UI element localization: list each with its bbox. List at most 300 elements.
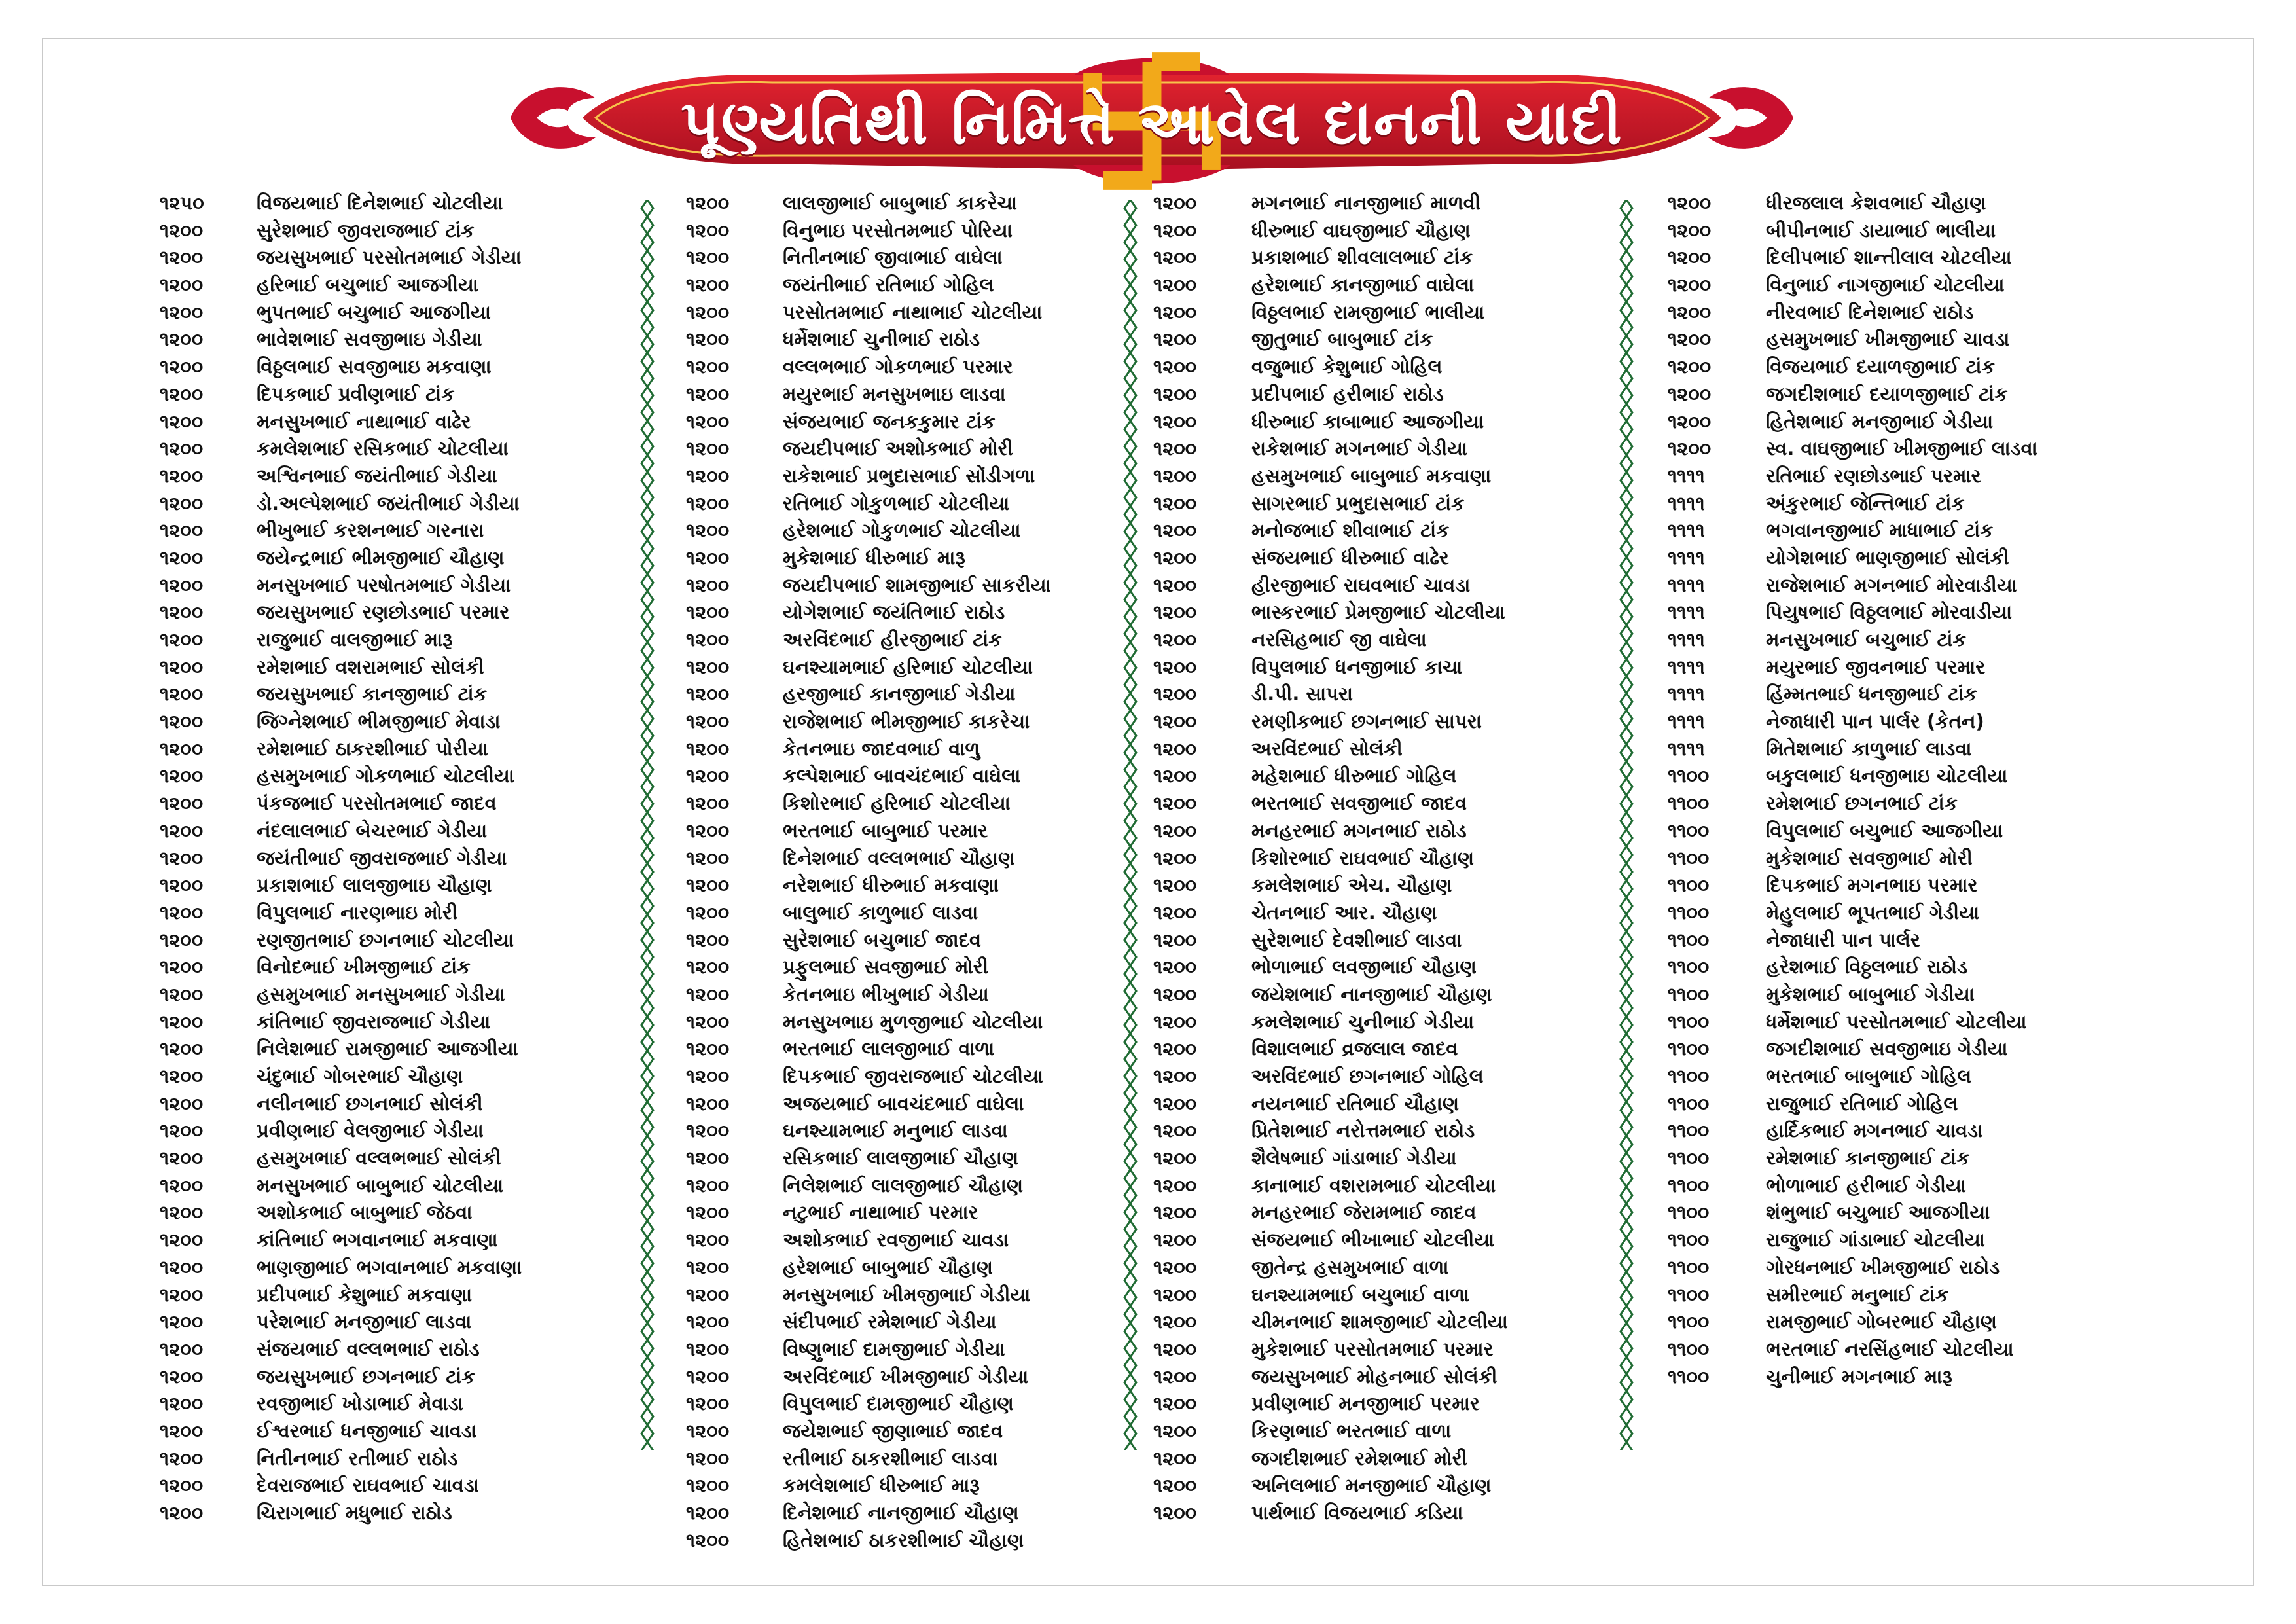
donor-row [686,1227,1051,1254]
donation-amount: ૧૨૦૦ [686,1337,730,1360]
donation-amount: ૧૧૦૦ [1668,901,1710,924]
donor-row [686,435,1051,463]
donor-name: ધીરુભાઈ વાઘજીભાઈ ચૌહાણ [1251,219,1471,242]
donation-amount: ૧૧૧૧ [1668,628,1705,651]
donation-amount: ૧૨૦૦ [1153,1119,1197,1142]
donor-row [1668,490,2037,518]
donation-amount: ૧૨૦૦ [686,519,730,542]
donor-name: નયનભાઈ રતિભાઈ ચૌહાણ [1251,1092,1459,1115]
donor-name: રમણીકભાઈ છગનભાઈ સાપરા [1251,710,1482,733]
donor-row [160,763,522,790]
donation-amount: ૧૨૦૦ [686,1419,730,1442]
divider-pattern [1619,200,1634,1450]
donor-row [1668,299,2037,327]
donation-amount: ૧૨૦૦ [160,928,204,951]
donation-amount: ૧૧૦૦ [1668,928,1710,951]
donor-row [686,1445,1051,1473]
donor-name: હરેશભાઈ ગોકુળભાઈ ચોટલીયા [783,519,1021,542]
donor-row [1153,217,1508,245]
donor-row [686,517,1051,545]
donation-amount: ૧૨૦૦ [1153,1310,1197,1333]
donation-amount: ૧૨૦૦ [686,1229,730,1252]
donation-amount: ૧૧૧૧ [1668,464,1705,487]
donation-amount: ૧૨૦૦ [1153,1147,1197,1170]
donor-name: ભરતભાઈ લાલજીભાઈ વાળા [783,1038,995,1060]
donation-amount: ૧૨૦૦ [1153,246,1197,269]
donor-row [686,326,1051,353]
donor-row [1668,1172,2037,1200]
donation-amount: ૧૨૦૦ [1153,1255,1197,1278]
donation-amount: ૧૨૦૦ [160,846,204,869]
donation-amount: ૧૨૦૦ [1153,300,1197,323]
donation-amount: ૧૧૧૧ [1668,519,1705,542]
donor-row [160,408,522,436]
donor-name: પંકજભાઈ પરસોતમભાઈ જાદવ [257,792,497,815]
donor-name: હરજીભાઈ કાનજીભાઈ ગેડીયા [783,683,1016,706]
donor-name: નંદલાલભાઈ બેચરભાઈ ગેડીયા [257,819,488,842]
donation-amount: ૧૨૦૦ [160,1310,204,1333]
donor-name: વલ્લભભાઈ ગોકળભાઈ પરમાર [783,355,1013,378]
donor-name: ભરતભાઈ નરસિંહભાઈ ચોટલીયા [1766,1337,2014,1360]
donation-amount: ૧૨૦૦ [160,1474,204,1497]
donor-name: કિશોરભાઈ રાઘવભાઈ ચૌહાણ [1251,846,1474,869]
donor-name: સંજયભાઈ ભીખાભાઈ ચોટલીયા [1251,1229,1495,1252]
donation-amount: ૧૨૦૦ [1153,846,1197,869]
donor-name: રાજુભાઈ ગાંડાભાઈ ચોટલીયા [1766,1229,1985,1252]
donor-name: પ્રફુલભાઈ સવજીભાઈ મોરી [783,956,988,979]
donation-amount: ૧૨૦૦ [160,219,204,242]
donor-row [1153,408,1508,436]
donor-row [160,790,522,818]
donation-amount: ૧૨૦૦ [686,683,730,706]
donor-row [160,654,522,681]
donor-name: જયેશભાઈ જીણાભાઈ જાદવ [783,1419,1003,1442]
donor-row [686,1390,1051,1418]
donation-amount: ૧૨૦૦ [160,1392,204,1415]
donor-name: વિજયભાઈ દિનેશભાઈ ચોટલીયા [257,192,503,214]
donor-name: ભરતભાઈ બાબુભાઈ ગોહિલ [1766,1065,1972,1087]
donor-row [160,1036,522,1063]
donation-amount: ૧૨૦૦ [1153,274,1197,297]
donation-amount: ૧૨૦૦ [686,1147,730,1170]
column-divider [1123,200,1138,1450]
donor-name: નિલેશભાઈ લાલજીભાઈ ચૌહાણ [783,1174,1024,1197]
donor-name: પાર્થભાઈ વિજયભાઈ કડિયા [1251,1502,1463,1524]
donation-amount: ૧૧૧૧ [1668,492,1705,514]
donor-row [686,217,1051,245]
donor-name: સંદીપભાઈ રમેશભાઈ ગેડીયા [783,1310,997,1333]
donation-amount: ૧૨૦૦ [686,1174,730,1197]
donor-row [686,818,1051,845]
donor-name: મનસુખભાઈ બચુભાઈ ટાંક [1766,628,1966,651]
donor-name: પ્રવીણભાઈ મનજીભાઈ પરમાર [1251,1392,1480,1415]
donation-amount: ૧૨૦૦ [1153,1502,1197,1524]
donor-row [160,927,522,954]
donor-name: ચેતનભાઈ આર. ચૌહાણ [1251,901,1437,924]
donation-amount: ૧૨૦૦ [160,1201,204,1224]
donation-amount: ૧૨૦૦ [1153,683,1197,706]
donation-amount: ૧૨૦૦ [1153,1038,1197,1060]
donor-row [160,1445,522,1473]
donor-name: સંજયભાઈ વલ્લભભાઈ રાઠોડ [257,1337,480,1360]
donation-amount: ૧૨૦૦ [1153,710,1197,733]
donor-row [1668,818,2037,845]
donor-row [1153,299,1508,327]
donor-name: રમેશભાઈ કાનજીભાઈ ટાંક [1766,1147,1970,1170]
title-banner [497,46,1806,196]
donor-name: પરસોતમભાઈ નાથાભાઈ ચોટલીયા [783,300,1043,323]
donation-amount: ૧૨૦૦ [686,1283,730,1306]
donation-amount: ૧૨૦૦ [1153,382,1197,405]
donation-amount: ૧૨૦૦ [160,683,204,706]
donor-name: સુરેશભાઈ જીવરાજભાઈ ટાંક [257,219,475,242]
donation-amount: ૧૨૦૦ [686,983,730,1005]
donation-amount: ૧૨૦૦ [160,1065,204,1087]
donor-row [1153,1418,1508,1445]
donor-row [686,572,1051,600]
donor-name: મનસુખભાઈ નાથાભાઈ વાઢેર [257,410,471,433]
donor-row [1153,818,1508,845]
donor-row [1153,1308,1508,1336]
donation-amount: ૧૨૦૦ [1668,300,1712,323]
donation-amount: ૧૨૦૦ [160,1255,204,1278]
donor-row [686,626,1051,654]
donation-amount: ૧૧૦૦ [1668,1119,1710,1142]
donor-name: મનસુખભાઇ મુળજીભાઈ ચોટલીયા [783,1010,1043,1033]
donor-name: વિપુલભાઈ બચુભાઈ આજગીયા [1766,819,2003,842]
donation-amount: ૧૧૦૦ [1668,1038,1710,1060]
donation-amount: ૧૨૦૦ [1153,192,1197,214]
donor-name: નટુભાઈ નાથાભાઈ પરમાર [783,1201,978,1224]
donor-name: વિનુભાઈ નાગજીભાઈ ચોટલીયા [1766,274,2005,297]
donation-amount: ૧૨૦૦ [1668,382,1712,405]
donor-name: મિતેશભાઈ કાળુભાઈ લાડવા [1766,737,1972,760]
donation-amount: ૧૨૦૦ [686,956,730,979]
donor-name: ઈશ્વરભાઈ ધનજીભાઈ ચાવડા [257,1419,477,1442]
donor-name: રતીભાઈ ઠાકરશીભાઈ લાડવા [783,1447,998,1470]
donor-name: કાંતિભાઈ જીવરાજભાઈ ગેડીયા [257,1010,491,1033]
donor-name: જયેશભાઈ નાનજીભાઈ ચૌહાણ [1251,983,1492,1005]
donor-name: રણજીતભાઈ છગનભાઈ ચોટલીયા [257,928,514,951]
donation-amount: ૧૨૦૦ [686,1010,730,1033]
donation-amount: ૧૨૦૦ [1668,192,1712,214]
donor-row [1153,599,1508,626]
donor-row [686,708,1051,736]
donation-amount: ૧૨૦૦ [1153,765,1197,787]
donor-row [1153,1091,1508,1118]
donor-row [1153,490,1508,518]
donor-row [686,1472,1051,1500]
donor-row [1668,708,2037,736]
donation-amount: ૧૨૦૦ [686,601,730,624]
donor-row [160,1063,522,1091]
donation-amount: ૧૨૦૦ [160,492,204,514]
donor-name: જયસુખભાઈ કાનજીભાઈ ટાંક [257,683,488,706]
donation-amount: ૧૨૦૦ [686,1502,730,1524]
donor-row [686,1282,1051,1309]
donor-column-2 [686,190,1051,1554]
donor-name: અશ્વિનભાઈ જયંતીભાઈ ગેડીયા [257,464,497,487]
donation-amount: ૧૨૦૦ [160,1283,204,1306]
donor-row [1668,545,2037,572]
donor-name: મનહરભાઈ મગનભાઈ રાઠોડ [1251,819,1467,842]
donor-row [160,599,522,626]
donor-name: મુકેશભાઈ સવજીભાઈ મોરી [1766,846,1973,869]
donor-name: હસમુખભાઈ વલ્લભભાઈ સોલંકી [257,1147,501,1170]
donor-name: રાજેશભાઈ મગનભાઈ મોરવાડીયા [1766,573,2017,596]
donor-name: હસમુખભાઈ ગોકળભાઈ ચોટલીયા [257,765,514,787]
donor-row [686,790,1051,818]
donor-name: ધીરજલાલ કેશવભાઈ ચૌહાણ [1766,192,1986,214]
donation-amount: ૧૧૦૦ [1668,1337,1710,1360]
donation-amount: ૧૧૦૦ [1668,1255,1710,1278]
donor-row [1668,654,2037,681]
donor-name: જિગ્નેશભાઈ ભીમજીભાઈ મેવાડા [257,710,501,733]
donor-name: ભરતભાઈ બાબુભાઈ પરમાર [783,819,988,842]
donor-name: ડી.પી. સાપરા [1251,683,1353,706]
donation-amount: ૧૨૦૦ [686,655,730,678]
donation-amount: ૧૨૦૦ [1668,274,1712,297]
donor-row [160,299,522,327]
donor-name: હાર્દિકભાઈ મગનભાઈ ચાવડા [1766,1119,1983,1142]
donation-amount: ૧૨૦૦ [686,274,730,297]
donor-row [160,736,522,763]
donor-name: મેહુલભાઈ ભૂપતભાઈ ગેડીયા [1766,901,1980,924]
donor-row [686,408,1051,436]
donor-row [160,1172,522,1200]
donor-name: દિપકભાઈ મગનભાઇ પરમાર [1766,874,1978,897]
donation-amount: ૧૨૦૦ [160,1419,204,1442]
column-divider [1619,200,1634,1450]
donor-name: યોગેશભાઈ જયંતિભાઈ રાઠોડ [783,601,1005,624]
donation-amount: ૧૨૦૦ [1153,601,1197,624]
donation-amount: ૧૨૦૦ [1153,1419,1197,1442]
donor-row [1153,190,1508,217]
donation-amount: ૧૨૦૦ [686,792,730,815]
donation-amount: ૧૨૦૦ [686,1365,730,1388]
donor-row [686,654,1051,681]
donation-amount: ૧૨૦૦ [1153,874,1197,897]
donor-row [1668,763,2037,790]
donation-amount: ૧૨૦૦ [160,274,204,297]
divider-pattern [1123,200,1138,1450]
donor-name: રાજેશભાઈ ભીમજીભાઈ કાકરેચા [783,710,1030,733]
donor-row [160,872,522,899]
donation-amount: ૧૨૦૦ [160,464,204,487]
donor-row [1153,1009,1508,1036]
donor-name: ભગવાનજીભાઈ માધાભાઈ ટાંક [1766,519,1994,542]
donor-name: વિષ્ણુભાઈ દામજીભાઈ ગેડીયા [783,1337,1005,1360]
donor-row [1668,1254,2037,1282]
donation-amount: ૧૨૦૦ [686,355,730,378]
donor-row [686,1063,1051,1091]
donor-name: બીપીનભાઈ ડાયાભાઈ ભાલીયા [1766,219,1996,242]
donor-name: હીરજીભાઈ રાઘવભાઈ ચાવડા [1251,573,1471,596]
donor-name: ઘનશ્યામભાઈ હરિભાઈ ચોટલીયા [783,655,1033,678]
donor-name: યોગેશભાઈ ભાણજીભાઈ સોલંકી [1766,546,2009,569]
donor-name: નરેશભાઈ ધીરુભાઈ મકવાણા [783,874,999,897]
donor-name: વિઠ્ઠલભાઈ સવજીભાઇ મકવાણા [257,355,492,378]
donor-name: ધીરુભાઈ કાબાભાઈ આજગીયા [1251,410,1484,433]
donor-name: વિનુભાઇ પરસોતમભાઈ પોરિયા [783,219,1013,242]
donor-row [686,1527,1051,1555]
donation-amount: ૧૨૦૦ [686,219,730,242]
donation-amount: ૧૨૦૦ [1153,1447,1197,1470]
donor-row [1153,845,1508,873]
donation-amount: ૧૧૧૧ [1668,546,1705,569]
donor-name: કેતનભાઇ ભીખુભાઈ ગેડીયા [783,983,989,1005]
donation-amount: ૧૧૦૦ [1668,1174,1710,1197]
donation-amount: ૧૨૦૦ [686,300,730,323]
donor-row [160,1472,522,1500]
donor-row [1668,217,2037,245]
donor-name: પિયુષભાઈ વિઠ્ઠલભાઈ મોરવાડીયા [1766,601,2013,624]
donor-row [1668,572,2037,600]
donor-row [686,899,1051,927]
donor-name: મનસુખભાઈ બાબુભાઈ ચોટલીયા [257,1174,504,1197]
donation-amount: ૧૧૦૦ [1668,874,1710,897]
donor-name: અરવિંદભાઈ સોલંકી [1251,737,1403,760]
donation-amount: ૧૨૦૦ [160,1365,204,1388]
donation-amount: ૧૨૦૦ [686,1310,730,1333]
donation-amount: ૧૨૦૦ [1153,928,1197,951]
donor-row [686,1009,1051,1036]
donation-amount: ૧૨૦૦ [1153,410,1197,433]
donor-name: જગદીશભાઈ દયાળજીભાઈ ટાંક [1766,382,2008,405]
donor-name: દિપકભાઈ જીવરાજભાઈ ચોટલીયા [783,1065,1044,1087]
donor-row [686,1117,1051,1145]
donor-row [160,681,522,708]
donor-row [160,708,522,736]
donation-amount: ૧૨૦૦ [160,1502,204,1524]
donor-name: ધર્મેશભાઈ પરસોતમભાઈ ચોટલીયા [1766,1010,2027,1033]
donation-amount: ૧૨૦૦ [686,1528,730,1551]
donation-amount: ૧૨૦૦ [160,737,204,760]
donation-amount: ૧૨૦૦ [686,737,730,760]
donor-name: રતિભાઈ રણછોડભાઈ પરમાર [1766,464,1981,487]
donor-name: કાનાભાઈ વશરામભાઈ ચોટલીયા [1251,1174,1496,1197]
donor-row [1153,681,1508,708]
donor-row [1153,981,1508,1009]
donor-name: જયસુખભાઈ રણછોડભાઈ પરમાર [257,601,510,624]
donation-amount: ૧૨૦૦ [686,492,730,514]
donor-row [1153,1500,1508,1527]
donation-amount: ૧૨૦૦ [160,437,204,460]
donor-name: મનસુખભાઈ ખીમજીભાઈ ગેડીયા [783,1283,1031,1306]
donation-amount: ૧૨૦૦ [160,519,204,542]
donor-row [1153,435,1508,463]
donor-name: અરવિંદભાઈ ખીમજીભાઈ ગેડીયા [783,1365,1029,1388]
donor-name: સુરેશભાઈ દેવશીભાઈ લાડવા [1251,928,1462,951]
donor-row [686,845,1051,873]
donation-amount: ૧૨૦૦ [160,956,204,979]
donor-name: વજુભાઈ કેશુભાઈ ગોહિલ [1251,355,1443,378]
donor-row [686,1199,1051,1227]
donation-amount: ૧૨૦૦ [160,300,204,323]
donor-row [686,872,1051,899]
donor-name: કિશોરભાઈ હરિભાઈ ચોટલીયા [783,792,1011,815]
donor-row [1668,381,2037,408]
donor-row [686,981,1051,1009]
donation-amount: ૧૨૦૦ [686,1092,730,1115]
donation-amount: ૧૨૦૦ [160,1119,204,1142]
donor-name: રાજુભાઈ રતિભાઈ ગોહિલ [1766,1092,1958,1115]
donation-amount: ૧૨૦૦ [1153,956,1197,979]
donation-amount: ૧૨૦૦ [686,765,730,787]
donation-amount: ૧૨૦૦ [686,246,730,269]
donor-name: ઘનશ્યામભાઈ બચુભાઈ વાળા [1251,1283,1469,1306]
donor-row [1153,1390,1508,1418]
donation-amount: ૧૧૦૦ [1668,1092,1710,1115]
donation-amount: ૧૨૦૦ [686,192,730,214]
donation-amount: ૧૨૦૦ [160,983,204,1005]
donor-row [1153,1227,1508,1254]
donor-name: હરિભાઈ બચુભાઈ આજગીયા [257,274,478,297]
donor-row [160,954,522,981]
donor-row [1668,1063,2037,1091]
donor-name: પ્રકાશભાઈ શીવલાલભાઈ ટાંક [1251,246,1473,269]
donor-row [1153,954,1508,981]
donor-name: ભાણજીભાઈ ભગવાનભાઈ મકવાણા [257,1255,522,1278]
donor-row [1153,1336,1508,1363]
donation-amount: ૧૧૦૦ [1668,1229,1710,1252]
donation-amount: ૧૧૦૦ [1668,792,1710,815]
donor-name: જગદીશભાઈ સવજીભાઇ ગેડીયા [1766,1038,2008,1060]
donor-name: અશોકભાઈ બાબુભાઈ જેઠવા [257,1201,473,1224]
donor-name: પરેશભાઈ મનજીભાઈ લાડવા [257,1310,472,1333]
donor-name: કમલેશભાઈ ચુનીભાઈ ગેડીયા [1251,1010,1475,1033]
donor-row [686,599,1051,626]
donor-row [1153,545,1508,572]
donation-amount: ૧૨૦૦ [686,1447,730,1470]
donor-name: ચંદુભાઈ ગોબરભાઈ ચૌહાણ [257,1065,463,1087]
donor-row [1668,845,2037,873]
donor-row [686,954,1051,981]
donor-row [1153,654,1508,681]
donor-name: લાલજીભાઈ બાબુભાઈ કાકરેચા [783,192,1017,214]
donor-name: હરેશભાઈ કાનજીભાઈ વાઘેલા [1251,274,1475,297]
donor-row [1668,927,2037,954]
donor-name: મનહરભાઈ જેરામભાઈ જાદવ [1251,1201,1477,1224]
donor-name: મનસુખભાઈ પરષોતમભાઈ ગેડીયા [257,573,511,596]
donor-row [1153,626,1508,654]
donor-name: સંજયભાઈ જનકકુમાર ટાંક [783,410,996,433]
donation-amount: ૧૨૦૦ [686,1201,730,1224]
donation-amount: ૧૨૦૦ [1153,328,1197,351]
donation-amount: ૧૨૦૦ [160,601,204,624]
donor-row [1153,1063,1508,1091]
donation-amount: ૧૨૦૦ [1153,1092,1197,1115]
donor-name: વિપુલભાઈ નારણભાઇ મોરી [257,901,458,924]
donor-name: હિતેશભાઈ ઠાકરશીભાઈ ચૌહાણ [783,1528,1024,1551]
donation-amount: ૧૨૦૦ [160,1174,204,1197]
donor-row [1153,1363,1508,1391]
donor-name: કિરણભાઈ ભરતભાઈ વાળા [1251,1419,1452,1442]
donor-row [1668,736,2037,763]
donation-amount: ૧૨૦૦ [160,901,204,924]
donation-amount: ૧૨૦૦ [1153,1283,1197,1306]
donation-amount: ૧૨૦૦ [1153,1474,1197,1497]
donor-name: જીતેન્દ્ર હસમુખભાઈ વાળા [1251,1255,1449,1278]
donor-row [1668,1009,2037,1036]
donor-row [686,463,1051,490]
donor-row [686,681,1051,708]
donor-row [1153,517,1508,545]
donor-name: મયુરભાઈ જીવનભાઈ પરમાર [1766,655,1986,678]
donor-row [1153,790,1508,818]
donation-amount: ૧૧૦૦ [1668,1065,1710,1087]
donation-amount: ૧૨૦૦ [160,628,204,651]
